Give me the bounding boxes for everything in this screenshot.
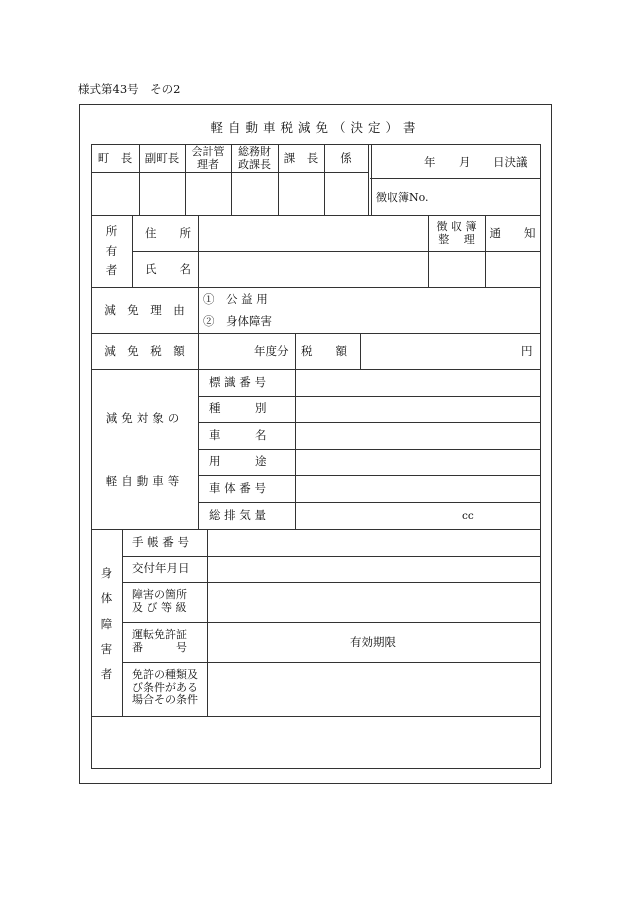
vehicle-type-label: 種 別 xyxy=(209,401,267,415)
general-affairs-chief-label: 総務財 政課長 xyxy=(238,145,271,171)
section-chief-label: 課 長 xyxy=(283,151,319,165)
license-number-label: 運転免許証 番 号 xyxy=(132,628,187,654)
vehicle-label-bottom: 軽自動車等 xyxy=(105,474,184,488)
disabled-person-label: 身 体 障 害 者 xyxy=(100,566,113,682)
vehicle-use-label: 用 途 xyxy=(209,454,267,468)
validity-label: 有効期限 xyxy=(350,635,396,649)
cc-unit: cc xyxy=(462,510,474,522)
town-mayor-label: 町 長 xyxy=(97,151,133,165)
reason-option-public: ① 公 益 用 xyxy=(203,292,268,306)
deputy-mayor-label: 副町長 xyxy=(144,151,180,165)
clerk-label: 係 xyxy=(340,151,352,165)
decision-year-label: 年 xyxy=(424,155,436,169)
disability-location-label: 障害の箇所 及 び 等 級 xyxy=(132,588,187,614)
notice-label: 通 知 xyxy=(489,226,536,240)
accounting-manager-label: 会計管 理者 xyxy=(191,145,225,171)
owner-label: 所 有 者 xyxy=(105,224,118,278)
fiscal-year-label: 年度分 xyxy=(254,344,289,358)
form-title: 軽自動車税減免（決定）書 xyxy=(210,120,421,135)
ledger-arrangement-label: 徴 収 簿 整 理 xyxy=(436,220,477,246)
plate-number-label: 標 識 番 号 xyxy=(209,375,266,389)
ledger-number-label: 徴収簿No. xyxy=(376,191,429,204)
decision-month-label: 月 xyxy=(459,155,471,169)
address-label: 住 所 xyxy=(145,226,191,240)
reduction-amount-label: 減 免 税 額 xyxy=(104,344,185,358)
license-conditions-label: 免許の種類及 び条件がある 場合その条件 xyxy=(132,668,198,707)
form-number: 様式第43号 その2 xyxy=(78,82,181,96)
vehicle-name-label: 車 名 xyxy=(209,428,267,442)
body-number-label: 車 体 番 号 xyxy=(209,481,266,495)
vehicle-label-top: 減免対象の xyxy=(105,411,184,425)
reduction-reason-label: 減 免 理 由 xyxy=(104,303,185,317)
issue-date-label: 交付年月日 xyxy=(132,561,190,575)
decision-day-label: 日決議 xyxy=(493,155,528,169)
handbook-number-label: 手 帳 番 号 xyxy=(132,535,189,549)
displacement-label: 総 排 気 量 xyxy=(209,508,266,522)
reason-option-disability: ② 身体障害 xyxy=(203,314,272,328)
tax-amount-label: 税 額 xyxy=(301,344,347,358)
name-label: 氏 名 xyxy=(145,262,191,276)
yen-unit: 円 xyxy=(521,344,533,358)
